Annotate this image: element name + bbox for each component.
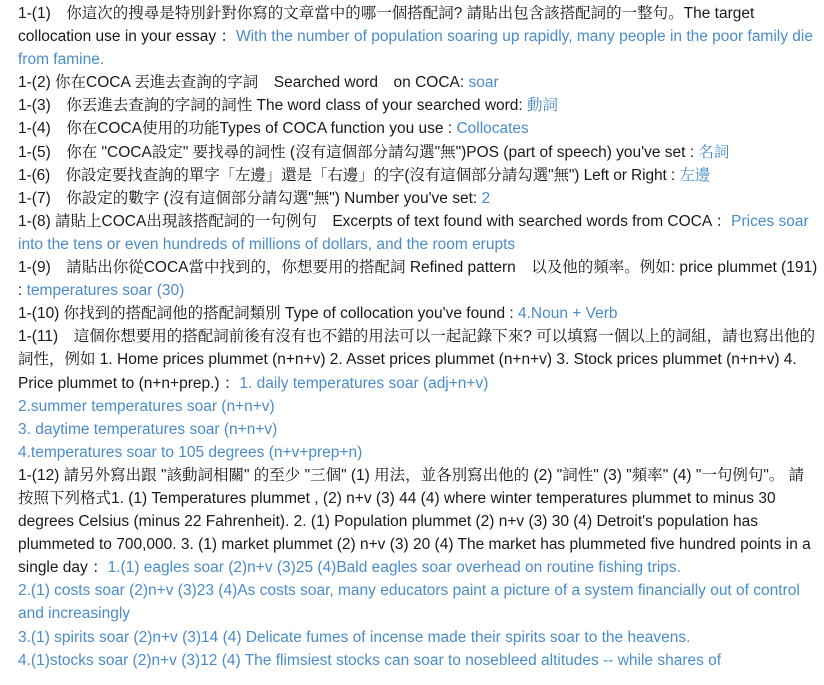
- answer-text: 1. daily temperatures soar (adj+n+v): [239, 374, 489, 392]
- answer-line: [18, 395, 818, 418]
- question-text: 1-(11) 這個你想要用的搭配詞前後有沒有也不錯的用法可以一起記錄下來? 可以填寫一個以上的詞組，請也寫出他的詞性，例如 1. Home prices plummet (n+n+v) 2. Asset prices plummet (n+n+v) 3. Stock prices plummet (n+n+v) 4. Price plummet to (n+n+prep.) ：: [18, 328, 816, 392]
- answer-text: 3.(1) spirits soar (2)n+v (3)14 (4) Delicate fumes of incense made their spirits soar to the heavens.: [18, 628, 691, 646]
- question-1-5: [18, 141, 818, 164]
- question-text: 1-(7) 你設定的數字 (沒有這個部分請勾選"無") Number you've set:: [18, 189, 482, 207]
- answer-text: 1.(1) eagles soar (2)n+v (3)25 (4)Bald eagles soar overhead on routine fishing trips.: [107, 559, 681, 577]
- question-text: 1-(8) 請貼上COCA出現該搭配詞的一句例句 Excerpts of text found with searched words from COCA ：: [18, 212, 732, 230]
- question-1-10: [18, 302, 818, 325]
- question-text: 1-(2) 你在COCA 丟進去查詢的字詞 Searched word on COCA:: [18, 74, 469, 92]
- question-text: 1-(12) 請另外寫出跟 "該動詞相關" 的至少 "三個" (1) 用法，並各別寫出他的 (2) "詞性" (3) "頻率" (4) "一句例句"。 請按照下列格式1. (1) Temperatures plummet , (2) n+v (3) 44 (4) where winter temperatures plummet to minus 30 degrees Celsius (minus 22 Fahrenheit). 2. (1) Population plummet (2) n+v (3) 30 (4) Detroit's population has plummeted to 700,000. 3. (1) market plummet (2) n+v (3) 20 (4) The market has plummeted five hundred points in a single day ：: [18, 466, 811, 577]
- answer-text: 2.(1) costs soar (2)n+v (3)23 (4)As costs soar, many educators paint a picture of a system financially out of control and increasingly: [18, 582, 800, 623]
- answer-text: 2: [481, 189, 491, 207]
- survey-document: [18, 2, 818, 672]
- question-1-7: [18, 187, 818, 210]
- answer-text: 4.Noun + Verb: [517, 305, 618, 323]
- question-1-4: [18, 117, 818, 140]
- question-1-1: [18, 2, 818, 71]
- question-text: 1-(3) 你丟進去查詢的字詞的詞性 The word class of your searched word:: [18, 97, 528, 115]
- question-text: 1-(9) 請貼出你從COCA當中找到的，你想要用的搭配詞 Refined pattern 以及他的頻率。例如: price plummet (191) :: [18, 259, 818, 300]
- answer-text: With the number of population soaring up rapidly, many people in the poor family die from famine.: [18, 28, 813, 69]
- question-text: 1-(1) 你這次的搜尋是特別針對你寫的文章當中的哪一個搭配詞? 請貼出包含該搭配詞的一整句。The target collocation use in your essay ：: [18, 5, 755, 46]
- answer-text: soar: [468, 74, 499, 92]
- answer-text: temperatures soar (30): [26, 282, 185, 300]
- answer-line: [18, 418, 818, 441]
- answer-text: 4.(1)stocks soar (2)n+v (3)12 (4) The flimsiest stocks can soar to nosebleed altitudes -- while shares of: [18, 651, 722, 669]
- question-1-11: [18, 325, 818, 394]
- answer-text: 2.summer temperatures soar (n+n+v): [18, 397, 275, 415]
- question-text: 1-(6) 你設定要找查詢的單字「左邊」還是「右邊」的字(沒有這個部分請勾選"無") Left or Right :: [18, 166, 680, 184]
- question-1-12: [18, 464, 818, 579]
- answer-text: Prices soar into the tens or even hundreds of millions of dollars, and the room erupts: [18, 212, 809, 253]
- answer-line: [18, 626, 818, 649]
- question-text: 1-(4) 你在COCA使用的功能Types of COCA function you use :: [18, 120, 457, 138]
- question-1-2: [18, 71, 818, 94]
- question-1-3: [18, 94, 818, 117]
- answer-line: [18, 441, 818, 464]
- answer-line: [18, 649, 818, 672]
- question-text: 1-(5) 你在 "COCA設定" 要找尋的詞性 (沒有這個部分請勾選"無")POS (part of speech) you've set :: [18, 143, 699, 161]
- answer-text: 名詞: [698, 143, 730, 161]
- question-1-8: [18, 210, 818, 256]
- answer-text: Collocates: [456, 120, 529, 138]
- answer-text: 3. daytime temperatures soar (n+n+v): [18, 420, 278, 438]
- question-text: 1-(10) 你找到的搭配詞他的搭配詞類別 Type of collocation you've found :: [18, 305, 518, 323]
- answer-text: 4.temperatures soar to 105 degrees (n+v+prep+n): [18, 443, 363, 461]
- answer-text: 動詞: [527, 97, 559, 115]
- question-1-9: [18, 256, 818, 302]
- question-1-6: [18, 164, 818, 187]
- answer-text: 左邊: [679, 166, 711, 184]
- answer-line: [18, 579, 818, 625]
